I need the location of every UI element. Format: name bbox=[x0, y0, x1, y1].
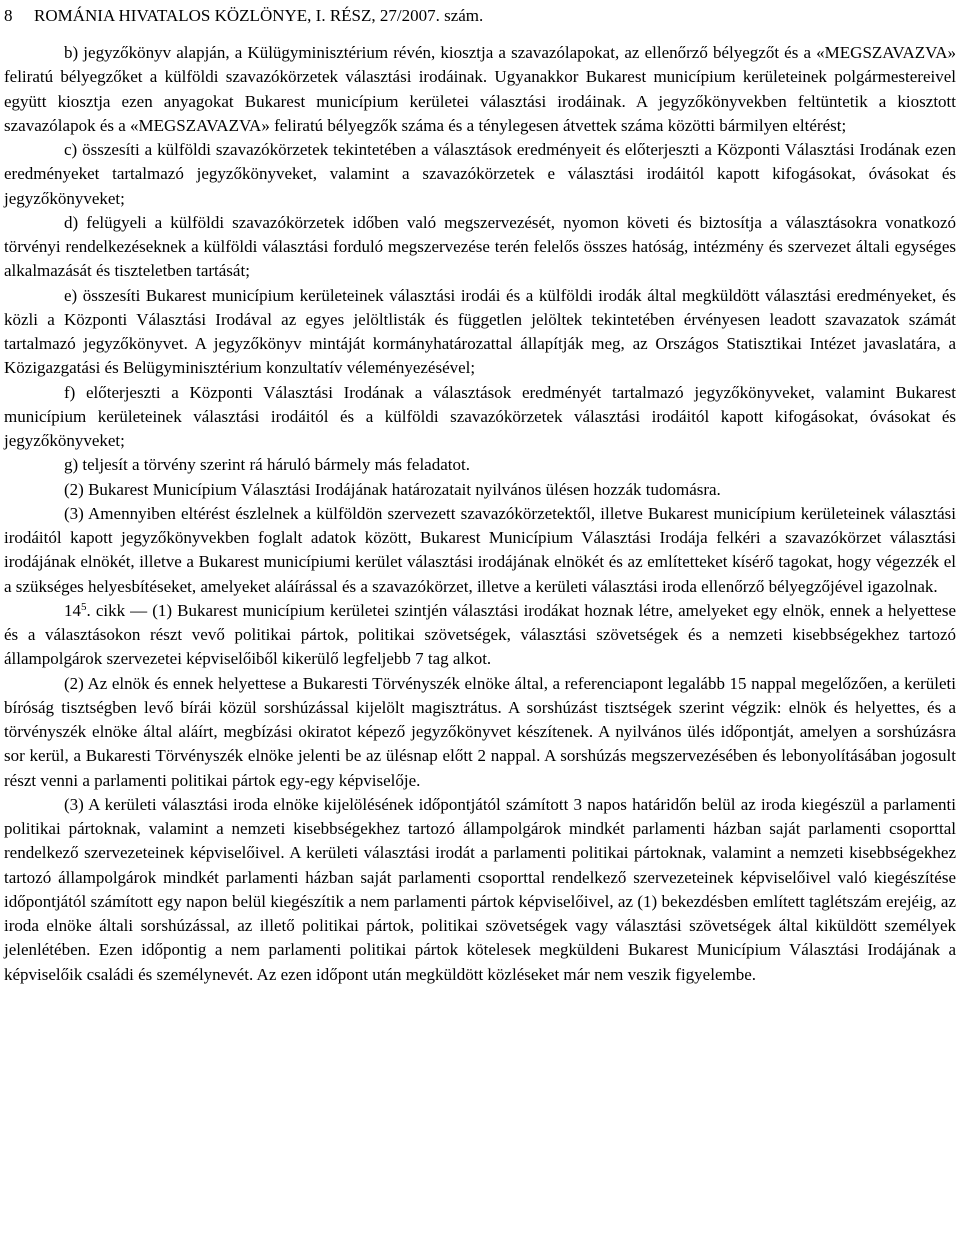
document-body bbox=[4, 41, 956, 987]
running-header bbox=[4, 6, 956, 28]
paragraph-3: (3) Amennyiben eltérést észlelnek a külföldön szervezett szavazókörzetektől, illetve Bukarest municípium kerületeinek választási irodáitól kapott jegyzőkönyvekben foglalt adatok között, Bukarest Municípium Választási Irodája felkéri a szavazókörzet választási irodájának elnökét, illetve a Bukarest municípiumi kerület választási irodájának elnökét és az említetteket kísérő tagokat, hogy végezzék el a szükséges helyesbítéseket, amelyeket aláírással és a szavazókörzet, illetve a kerületi választási iroda ellenőrző bélyegzőjével igazolnak. bbox=[4, 503, 956, 596]
article-14-5 bbox=[4, 599, 956, 672]
article-superscript: 5 bbox=[81, 600, 87, 613]
paragraph-f: f) előterjeszti a Központi Választási Irodának a választások eredményét tartalmazó jegyzőkönyveket, valamint Bukarest municípium kerületeinek választási irodáitól és a külföldi szavazókörzetek választási irodáitól kapott kifogásokat, óvásokat és jegyzőkönyveket; bbox=[4, 382, 956, 450]
document-page bbox=[4, 0, 956, 1243]
article-number: 14 bbox=[64, 600, 81, 620]
article-text: . cikk — (1) Bukarest municípium kerületei szintjén választási irodákat hoznak létre, amelyeket egy elnök, ennek a helyettese és a választásokon részt vevő politikai pártok, politikai szövetségek, választási szövetségek és a nemzeti kisebbségekhez tartozó állampolgárok szervezetei képviselőiből kikerülő legfeljebb 7 tag alkot. bbox=[4, 600, 956, 669]
article-paragraph-3: (3) A kerületi választási iroda elnöke kijelölésének időpontjától számított 3 napos határidőn belül az iroda kiegészül a parlamenti politikai pártoknak, valamint a nemzeti kisebbségekhez tartozó állampolgárok mindkét parlamenti házban saját parlamenti csoporttal rendelkező szervezeteinek képviselőivel. A kerületi választási irodát a parlamenti politikai pártoknak, valamint a nemzeti kisebbségekhez tartozó állampolgárok mindkét parlamenti házban saját parlamenti csoporttal rendelkező szervezeteinek képviselőivel való kiegészítése időpontjától számított egy napon belül kiegészítik a nem parlamenti pártok képviselőivel, az (1) bekezdésben említett taglétszám erejéig, az iroda elnöke általi sorshúzással, az illető politikai pártok, politikai szövetségek vagy választási szövetségek által kiküldött személyek jelenlétében. Ezen időpontig a nem parlamenti politikai pártok kötelesek megküldeni Bukarest Municípium Választási Irodájának a képviselőik családi és személynevét. Az ezen időpont után megküldött közléseket már nem veszik figyelembe. bbox=[4, 794, 956, 984]
paragraph-c: c) összesíti a külföldi szavazókörzetek tekintetében a választások eredményeit és előterjeszti a Központi Választási Irodának ezen eredményeket tartalmazó jegyzőkönyveket, valamint a szavazókörzetek e választási irodáitól kapott kifogásokat, óvásokat és jegyzőkönyveket; bbox=[4, 140, 956, 208]
paragraph-2: (2) Bukarest Municípium Választási Irodájának határozatait nyilvános ülésen hozzák tudomásra. bbox=[64, 479, 721, 499]
page-number: 8 bbox=[4, 6, 13, 25]
paragraph-g: g) teljesít a törvény szerint rá háruló bármely más feladatot. bbox=[64, 455, 470, 475]
paragraph-d: d) felügyeli a külföldi szavazókörzetek időben való megszervezését, nyomon követi és biztosítja a választásokra vonatkozó törvényi rendelkezéseknek a külföldi választási forduló megszervezése terén felelős összes hatóság, intézmény és szervezet általi egységes alkalmazását és tiszteletben tartását; bbox=[4, 212, 956, 281]
article-paragraph-2: (2) Az elnök és ennek helyettese a Bukaresti Törvényszék elnöke által, a referenciapont legalább 15 nappal megelőzően, a kerületi bíróság tisztségben levő bírái közül sorshúzással kijelölt magisztrátus. A sorshúzást tisztségek szerint végzik: elnök és helyettes, és a törvényszék elnöke által aláírt, megbízási okiratot képező jegyzőkönyvet készítenek. A nyilvános ülés időpontját, amelyen a sorshúzásra sor kerül, a Bukaresti Törvényszék elnöke jelenti be az ülésnap előtt 2 nappal. A sorshúzás megszervezésében és lebonyolításában jogosult részt venni a parlamenti politikai pártok egy-egy képviselője. bbox=[4, 673, 956, 790]
paragraph-e: e) összesíti Bukarest municípium kerületeinek választási irodái és a külföldi irodák által megküldött választási eredményeket, és közli a Központi Választási Irodával az egyes jelöltlisták és független jelöltek tekintetében érvényesen leadott szavazatok számát tartalmazó jegyzőkönyvet. A jegyzőkönyv mintáját kormányhatározattal állapítják meg, az Országos Statisztikai Intézet javaslatára, a Közigazgatási és Belügyminisztérium konzultatív véleményezésével; bbox=[4, 285, 956, 378]
publication-title: ROMÁNIA HIVATALOS KÖZLÖNYE, I. RÉSZ, 27/2007. szám. bbox=[34, 6, 484, 25]
paragraph-b: b) jegyzőkönyv alapján, a Külügyminisztérium révén, kiosztja a szavazólapokat, az ellenőrző bélyegzőt és a «MEGSZAVAZVA» feliratú bélyegzőket a külföldi szavazókörzetek választási irodáinak. Ugyanakkor Bukarest municípium kerületeinek polgármestereivel együtt kiosztja ezen anyagokat Bukarest municípium kerületei választási irodáinak. A jegyzőkönyvekben feltüntetik a kiosztott szavazólapok és a «MEGSZAVAZVA» feliratú bélyegzők száma és a ténylegesen átvettek száma közötti bármilyen eltérést; bbox=[4, 43, 956, 135]
